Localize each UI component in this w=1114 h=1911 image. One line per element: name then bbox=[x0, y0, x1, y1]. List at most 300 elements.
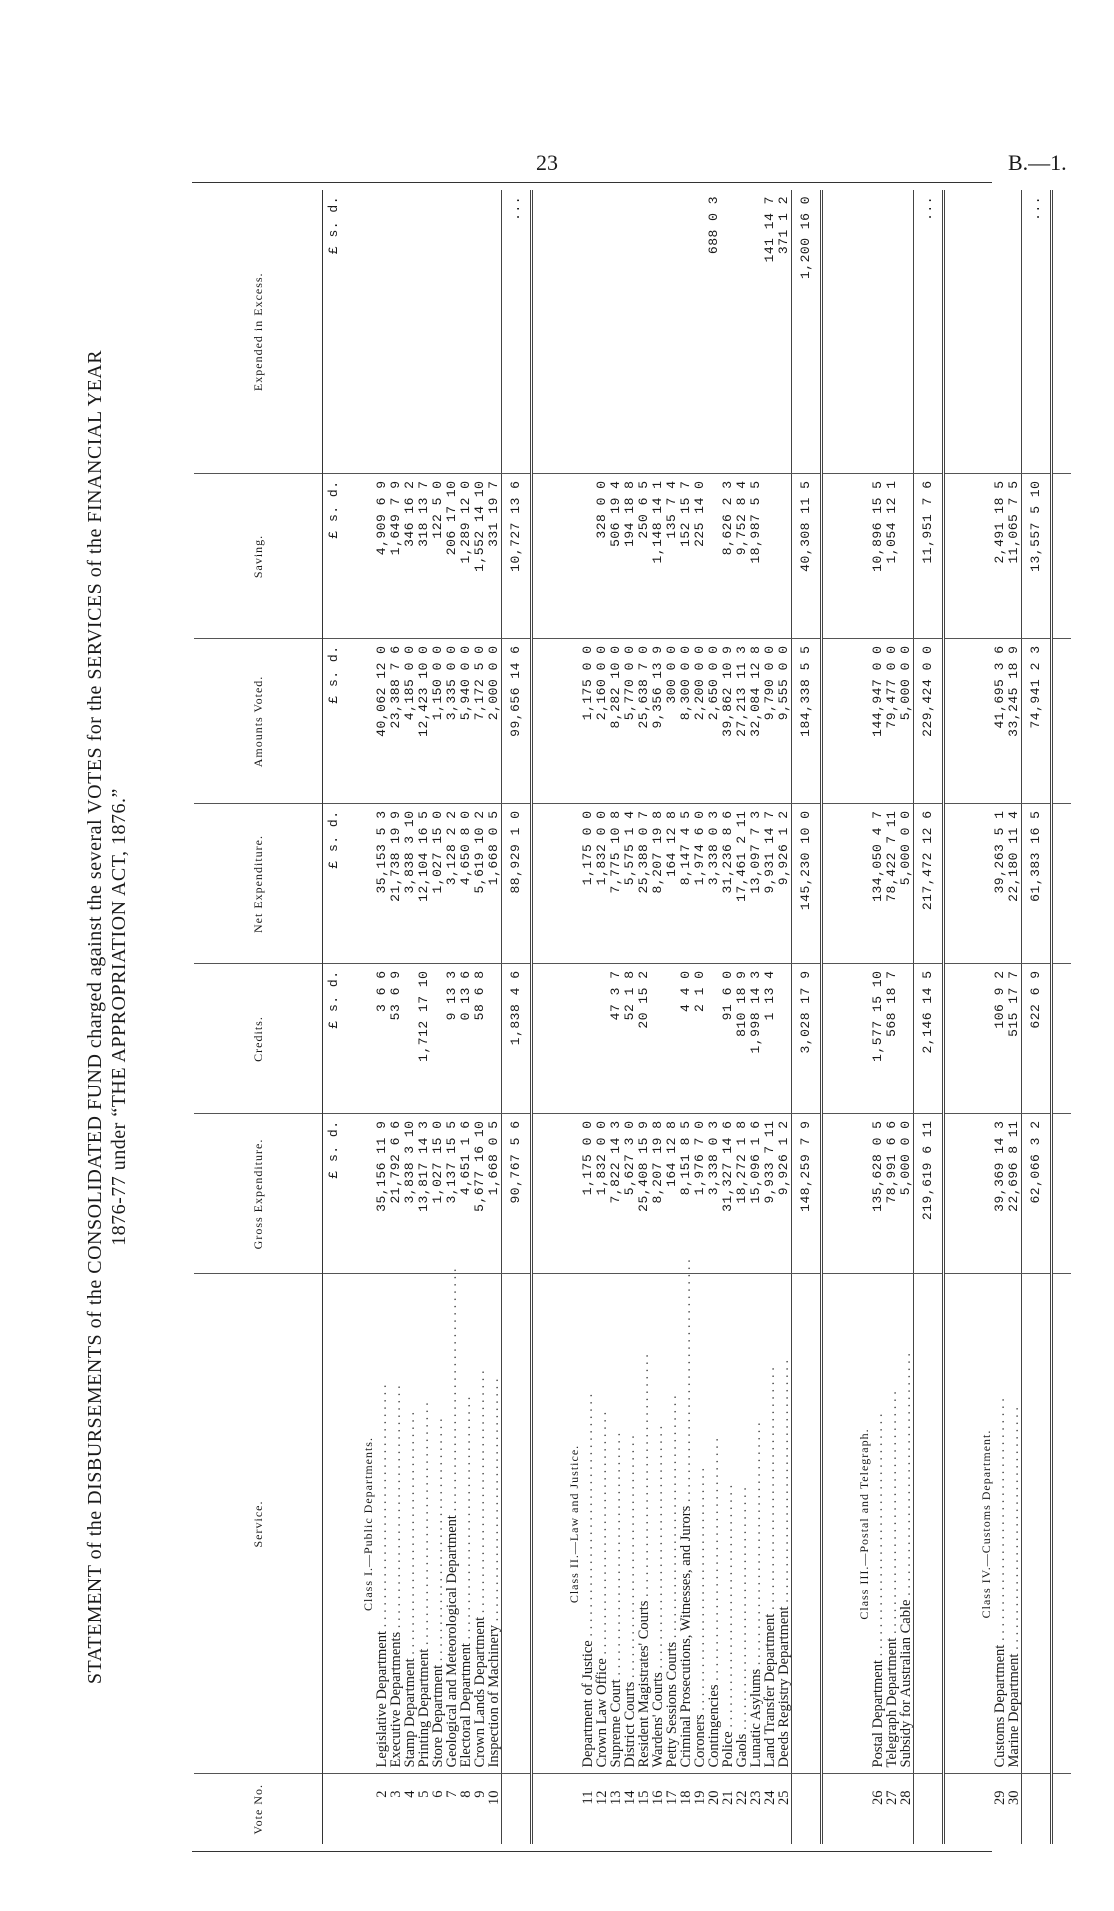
spacer-cell bbox=[1052, 1274, 1072, 1774]
vote-row bbox=[445, 190, 459, 1844]
vote-row bbox=[693, 190, 707, 1844]
vote-row bbox=[993, 190, 1007, 1844]
excess-value bbox=[679, 190, 693, 474]
credits-value: 0 13 6 bbox=[459, 964, 473, 1114]
service-name: Lunatic Asylums . . . bbox=[748, 1422, 764, 1767]
gross-value: 1,832 0 0 bbox=[595, 1114, 609, 1274]
vote-row bbox=[651, 190, 665, 1844]
excess-value bbox=[637, 190, 651, 474]
total-spacer bbox=[914, 1274, 944, 1774]
gross-value: 31,327 14 6 bbox=[721, 1114, 735, 1274]
class-heading-spacer bbox=[841, 1114, 871, 1274]
service-name: Land Transfer Department . . . bbox=[762, 1367, 778, 1767]
vote-number: 22 bbox=[735, 1774, 749, 1844]
service-cell bbox=[721, 1274, 735, 1774]
service-name: Criminal Prosecutions, Witnesses, and Jurors . . . bbox=[678, 1259, 694, 1767]
saving-value: 346 16 2 bbox=[403, 474, 417, 639]
spacer-cell bbox=[944, 1114, 964, 1274]
service-cell bbox=[679, 1274, 693, 1774]
credits-value bbox=[777, 964, 792, 1114]
service-cell bbox=[735, 1274, 749, 1774]
credits-value: 58 6 8 bbox=[473, 964, 487, 1114]
saving-value: 11,065 7 5 bbox=[1007, 474, 1022, 639]
class-heading-spacer bbox=[345, 1114, 375, 1274]
total-saving: 40,308 11 5 bbox=[792, 474, 822, 639]
net-value: 12,104 16 5 bbox=[417, 804, 431, 964]
excess-value bbox=[993, 190, 1007, 474]
total-excess: ... bbox=[502, 190, 532, 474]
spacer-cell bbox=[532, 804, 552, 964]
excess-value bbox=[871, 190, 885, 474]
total-spacer bbox=[1022, 1774, 1052, 1844]
excess-value: 371 1 2 bbox=[776, 196, 791, 255]
gross-value: 13,817 14 3 bbox=[417, 1114, 431, 1274]
gross-value: 164 12 8 bbox=[665, 1114, 679, 1274]
vote-row bbox=[777, 190, 792, 1844]
service-cell bbox=[707, 1274, 721, 1774]
service-cell bbox=[665, 1274, 679, 1774]
net-value: 5,619 10 2 bbox=[473, 804, 487, 964]
total-credits: 2,146 14 5 bbox=[914, 964, 944, 1114]
net-value: 5,000 0 0 bbox=[899, 804, 914, 964]
net-value: 1,175 0 0 bbox=[581, 804, 595, 964]
col-excess: Expended in Excess. bbox=[194, 190, 323, 474]
total-voted: 74,941 2 3 bbox=[1022, 639, 1052, 804]
net-value: 4,650 8 0 bbox=[459, 804, 473, 964]
spacer-row bbox=[1052, 190, 1072, 1844]
credits-value: 4 4 0 bbox=[679, 964, 693, 1114]
service-name: Legislative Department . . . bbox=[374, 1385, 390, 1768]
saving-value: 1,289 12 0 bbox=[459, 474, 473, 639]
vote-row bbox=[487, 190, 502, 1844]
excess-value bbox=[609, 190, 623, 474]
voted-value: 41,695 3 6 bbox=[993, 639, 1007, 804]
vote-row bbox=[871, 190, 885, 1844]
vote-row bbox=[707, 190, 721, 1844]
gross-value: 78,991 6 6 bbox=[885, 1114, 899, 1274]
net-value: 39,263 5 1 bbox=[993, 804, 1007, 964]
excess-value bbox=[417, 190, 431, 474]
excess-value bbox=[445, 190, 459, 474]
units-label: £ s. d. bbox=[323, 639, 346, 804]
spacer-cell bbox=[1052, 190, 1072, 474]
total-excess: ... bbox=[914, 190, 944, 474]
service-name: Wardens' Courts . . . bbox=[650, 1426, 666, 1768]
net-value: 21,738 19 9 bbox=[389, 804, 403, 964]
class-total-row bbox=[792, 190, 822, 1844]
class-heading-row bbox=[345, 190, 375, 1844]
saving-value bbox=[899, 474, 914, 639]
paper-reference: B.—1. bbox=[1008, 150, 1067, 175]
vote-row bbox=[595, 190, 609, 1844]
class-heading-spacer bbox=[841, 190, 871, 474]
voted-value: 25,638 7 0 bbox=[637, 639, 651, 804]
class-heading-spacer bbox=[551, 190, 581, 474]
vote-row bbox=[609, 190, 623, 1844]
service-cell bbox=[637, 1274, 651, 1774]
col-vote-no: Vote No. bbox=[194, 1774, 323, 1844]
total-net: 61,383 16 5 bbox=[1022, 804, 1052, 964]
service-name: Inspection of Machinery . . . bbox=[486, 1378, 502, 1767]
credits-value bbox=[487, 964, 502, 1114]
service-cell bbox=[651, 1274, 665, 1774]
gross-value: 3,137 15 5 bbox=[445, 1114, 459, 1274]
net-value: 1,832 0 0 bbox=[595, 804, 609, 964]
gross-value: 8,151 8 5 bbox=[679, 1114, 693, 1274]
spacer-cell bbox=[1052, 804, 1072, 964]
credits-value: 2 1 0 bbox=[693, 964, 707, 1114]
vote-row bbox=[1007, 190, 1022, 1844]
service-cell bbox=[749, 1274, 763, 1774]
credits-value bbox=[581, 964, 595, 1114]
vote-row bbox=[735, 190, 749, 1844]
voted-value: 27,213 11 3 bbox=[735, 639, 749, 804]
credits-value: 3 6 6 bbox=[375, 964, 389, 1114]
credits-value bbox=[403, 964, 417, 1114]
saving-value: 1,148 14 1 bbox=[651, 474, 665, 639]
spacer-cell bbox=[944, 639, 964, 804]
vote-row bbox=[899, 190, 914, 1844]
service-name: Stamp Department . . . bbox=[402, 1412, 418, 1768]
service-name: Resident Magistrates' Courts . . . bbox=[636, 1354, 652, 1767]
credits-value: 1 13 4 bbox=[763, 964, 777, 1114]
vote-number: 21 bbox=[721, 1774, 735, 1844]
voted-value: 9,790 0 0 bbox=[763, 639, 777, 804]
vote-number: 20 bbox=[707, 1774, 721, 1844]
col-saving: Saving. bbox=[194, 474, 323, 639]
voted-value: 1,175 0 0 bbox=[581, 639, 595, 804]
voted-value: 23,388 7 6 bbox=[389, 639, 403, 804]
service-name: Crown Lands Department . . . bbox=[472, 1370, 488, 1767]
units-row bbox=[323, 190, 346, 1844]
service-cell bbox=[459, 1274, 473, 1774]
class-heading-spacer bbox=[551, 639, 581, 804]
spacer-cell bbox=[944, 474, 964, 639]
excess-value bbox=[721, 190, 735, 474]
total-spacer bbox=[914, 1774, 944, 1844]
gross-value: 3,338 0 3 bbox=[707, 1114, 721, 1274]
saving-value: 4,909 6 9 bbox=[375, 474, 389, 639]
class-heading: Class III.—Postal and Telegraph. bbox=[841, 1274, 871, 1774]
excess-value bbox=[749, 190, 763, 474]
gross-value: 22,696 8 11 bbox=[1007, 1114, 1022, 1274]
total-credits: 622 6 9 bbox=[1022, 964, 1052, 1114]
service-name: Printing Department . . . bbox=[416, 1402, 432, 1767]
spacer-cell bbox=[1052, 474, 1072, 639]
vote-row bbox=[403, 190, 417, 1844]
voted-value: 3,335 0 0 bbox=[445, 639, 459, 804]
class-heading-spacer bbox=[551, 804, 581, 964]
net-value: 35,153 5 3 bbox=[375, 804, 389, 964]
voted-value: 79,477 0 0 bbox=[885, 639, 899, 804]
class-heading-row bbox=[963, 190, 993, 1844]
saving-value: 9,752 8 4 bbox=[735, 474, 749, 639]
vote-row bbox=[679, 190, 693, 1844]
units-spacer bbox=[323, 1274, 346, 1774]
service-name: District Courts . . . bbox=[622, 1435, 638, 1767]
net-value: 1,027 15 0 bbox=[431, 804, 445, 964]
saving-value: 1,054 12 1 bbox=[885, 474, 899, 639]
vote-number: 3 bbox=[389, 1774, 403, 1844]
credits-value bbox=[707, 964, 721, 1114]
vote-number: 9 bbox=[473, 1774, 487, 1844]
saving-value bbox=[763, 474, 777, 639]
voted-value: 1,150 0 0 bbox=[431, 639, 445, 804]
statement-subtitle: 1876-77 under “THE APPROPRIATION ACT, 1876.” bbox=[108, 788, 130, 1246]
units-label: £ s. d. bbox=[323, 964, 346, 1114]
vote-number: 5 bbox=[417, 1774, 431, 1844]
saving-value: 206 17 10 bbox=[445, 474, 459, 639]
total-voted: 99,656 14 6 bbox=[502, 639, 532, 804]
vote-row bbox=[763, 190, 777, 1844]
voted-value: 40,062 12 0 bbox=[375, 639, 389, 804]
total-saving: 13,557 5 10 bbox=[1022, 474, 1052, 639]
vote-number: 18 bbox=[679, 1774, 693, 1844]
class-heading-spacer bbox=[841, 639, 871, 804]
gross-value: 1,175 0 0 bbox=[581, 1114, 595, 1274]
vote-number: 13 bbox=[609, 1774, 623, 1844]
saving-value: 318 13 7 bbox=[417, 474, 431, 639]
voted-value: 5,000 0 0 bbox=[899, 639, 914, 804]
spacer-cell bbox=[822, 804, 842, 964]
total-saving: 11,951 7 6 bbox=[914, 474, 944, 639]
service-cell bbox=[899, 1274, 914, 1774]
voted-value: 144,947 0 0 bbox=[871, 639, 885, 804]
voted-value: 2,650 0 0 bbox=[707, 639, 721, 804]
vote-number: 12 bbox=[595, 1774, 609, 1844]
spacer-row bbox=[822, 190, 842, 1844]
excess-value bbox=[389, 190, 403, 474]
gross-value: 3,838 3 10 bbox=[403, 1114, 417, 1274]
gross-value: 1,976 7 0 bbox=[693, 1114, 707, 1274]
spacer-row bbox=[944, 190, 964, 1844]
excess-value bbox=[665, 190, 679, 474]
vote-row bbox=[885, 190, 899, 1844]
net-value: 31,236 8 6 bbox=[721, 804, 735, 964]
class-heading-row bbox=[551, 190, 581, 1844]
voted-value: 4,185 0 0 bbox=[403, 639, 417, 804]
class-heading-spacer bbox=[345, 1774, 375, 1844]
net-value: 7,775 10 8 bbox=[609, 804, 623, 964]
credits-value: 47 3 7 bbox=[609, 964, 623, 1114]
credits-value bbox=[595, 964, 609, 1114]
voted-value: 39,862 10 9 bbox=[721, 639, 735, 804]
voted-value: 12,423 10 0 bbox=[417, 639, 431, 804]
credits-value bbox=[665, 964, 679, 1114]
service-cell bbox=[693, 1274, 707, 1774]
service-cell bbox=[431, 1274, 445, 1774]
page-number: 23 bbox=[536, 150, 558, 175]
saving-value bbox=[707, 474, 721, 639]
units-label: £ s. d. bbox=[323, 474, 346, 639]
voted-value: 9,555 0 0 bbox=[777, 639, 792, 804]
spacer-cell bbox=[822, 1774, 842, 1844]
excess-value bbox=[595, 190, 609, 474]
gross-value: 135,628 0 5 bbox=[871, 1114, 885, 1274]
net-value: 134,050 4 7 bbox=[871, 804, 885, 964]
gross-value: 1,668 0 5 bbox=[487, 1114, 502, 1274]
vote-number: 29 bbox=[993, 1774, 1007, 1844]
excess-value bbox=[473, 190, 487, 474]
col-service: Service. bbox=[194, 1274, 323, 1774]
service-cell bbox=[609, 1274, 623, 1774]
excess-value bbox=[431, 190, 445, 474]
spacer-cell bbox=[532, 474, 552, 639]
vote-number: 17 bbox=[665, 1774, 679, 1844]
net-value: 164 12 8 bbox=[665, 804, 679, 964]
credits-value: 515 17 7 bbox=[1007, 964, 1022, 1114]
service-name: Police . . . bbox=[720, 1485, 736, 1768]
gross-value: 7,822 14 3 bbox=[609, 1114, 623, 1274]
units-label: £ s. d. bbox=[323, 804, 346, 964]
excess-value bbox=[459, 190, 473, 474]
spacer-cell bbox=[1052, 964, 1072, 1114]
service-cell bbox=[581, 1274, 595, 1774]
spacer-cell bbox=[944, 1774, 964, 1844]
service-name: Geological and Meteorological Department . . . bbox=[444, 1269, 460, 1768]
service-name: Postal Department . . . bbox=[870, 1413, 886, 1767]
class-total-row bbox=[914, 190, 944, 1844]
excess-value: 688 0 3 bbox=[706, 196, 721, 255]
service-cell bbox=[403, 1274, 417, 1774]
vote-number: 16 bbox=[651, 1774, 665, 1844]
saving-value: 194 18 8 bbox=[623, 474, 637, 639]
vote-number: 28 bbox=[899, 1774, 914, 1844]
total-spacer bbox=[792, 1774, 822, 1844]
class-heading-spacer bbox=[963, 804, 993, 964]
net-value: 3,128 2 2 bbox=[445, 804, 459, 964]
voted-value: 300 0 0 bbox=[665, 639, 679, 804]
spacer-cell bbox=[944, 1274, 964, 1774]
net-value: 22,180 11 4 bbox=[1007, 804, 1022, 964]
units-label: £ s. d. bbox=[323, 1114, 346, 1274]
gross-value: 4,651 1 6 bbox=[459, 1114, 473, 1274]
class-heading-spacer bbox=[963, 190, 993, 474]
vote-number: 25 bbox=[777, 1774, 792, 1844]
class-heading-spacer bbox=[841, 1774, 871, 1844]
total-spacer bbox=[502, 1774, 532, 1844]
gross-value: 18,272 1 8 bbox=[735, 1114, 749, 1274]
service-name: Store Department . . . bbox=[430, 1418, 446, 1767]
total-net: 217,472 12 6 bbox=[914, 804, 944, 964]
vote-number: 8 bbox=[459, 1774, 473, 1844]
spacer-cell bbox=[532, 190, 552, 474]
vote-number: 4 bbox=[403, 1774, 417, 1844]
class-heading-spacer bbox=[551, 964, 581, 1114]
excess-value bbox=[581, 190, 595, 474]
net-value: 13,097 7 3 bbox=[749, 804, 763, 964]
excess-value bbox=[623, 190, 637, 474]
service-cell bbox=[993, 1274, 1007, 1774]
credits-value: 53 6 9 bbox=[389, 964, 403, 1114]
saving-value: 1,552 14 10 bbox=[473, 474, 487, 639]
spacer-cell bbox=[532, 1274, 552, 1774]
net-value: 8,147 4 5 bbox=[679, 804, 693, 964]
saving-value: 250 6 5 bbox=[637, 474, 651, 639]
col-net: Net Expenditure. bbox=[194, 804, 323, 964]
net-value: 5,575 1 4 bbox=[623, 804, 637, 964]
vote-number: 30 bbox=[1007, 1774, 1022, 1844]
vote-number: 24 bbox=[763, 1774, 777, 1844]
total-excess: 1,200 16 0 bbox=[792, 190, 822, 474]
class-heading: Class II.—Law and Justice. bbox=[551, 1274, 581, 1774]
service-name: Petty Sessions Courts . . . bbox=[664, 1395, 680, 1767]
credits-value: 1,998 14 3 bbox=[749, 964, 763, 1114]
net-value: 9,931 14 7 bbox=[763, 804, 777, 964]
saving-value: 152 15 7 bbox=[679, 474, 693, 639]
gross-value: 5,627 3 0 bbox=[623, 1114, 637, 1274]
saving-value: 18,987 5 5 bbox=[749, 474, 763, 639]
header-row bbox=[194, 190, 323, 1844]
credits-value: 810 18 9 bbox=[735, 964, 749, 1114]
total-credits: 3,028 17 9 bbox=[792, 964, 822, 1114]
service-cell bbox=[777, 1274, 792, 1774]
voted-value: 2,160 0 0 bbox=[595, 639, 609, 804]
voted-value: 8,282 10 0 bbox=[609, 639, 623, 804]
voted-value: 5,940 0 0 bbox=[459, 639, 473, 804]
excess-value bbox=[693, 190, 707, 474]
col-credits: Credits. bbox=[194, 964, 323, 1114]
net-value: 8,207 19 8 bbox=[651, 804, 665, 964]
class-heading-spacer bbox=[963, 1114, 993, 1274]
saving-value bbox=[581, 474, 595, 639]
saving-value: 331 19 7 bbox=[487, 474, 502, 639]
spacer-cell bbox=[944, 190, 964, 474]
service-cell bbox=[473, 1274, 487, 1774]
saving-value: 328 0 0 bbox=[595, 474, 609, 639]
credits-value: 9 13 3 bbox=[445, 964, 459, 1114]
service-name: Gaols . . . bbox=[734, 1487, 750, 1767]
vote-row bbox=[431, 190, 445, 1844]
vote-number: 2 bbox=[375, 1774, 389, 1844]
excess-value bbox=[735, 190, 749, 474]
vote-number: 26 bbox=[871, 1774, 885, 1844]
vote-number: 14 bbox=[623, 1774, 637, 1844]
col-voted: Amounts Voted. bbox=[194, 639, 323, 804]
gross-value: 21,792 6 6 bbox=[389, 1114, 403, 1274]
service-name: Executive Departments . . . bbox=[388, 1385, 404, 1767]
excess-value bbox=[1007, 190, 1022, 474]
voted-value: 7,172 5 0 bbox=[473, 639, 487, 804]
units-label: £ s. d. bbox=[326, 196, 341, 255]
net-value: 25,388 0 7 bbox=[637, 804, 651, 964]
total-net: 145,230 10 0 bbox=[792, 804, 822, 964]
service-name: Supreme Court . . . bbox=[608, 1433, 624, 1768]
total-gross: 62,066 3 2 bbox=[1022, 1114, 1052, 1274]
vote-number: 7 bbox=[445, 1774, 459, 1844]
gross-value: 1,027 15 0 bbox=[431, 1114, 445, 1274]
service-name: Telegraph Department . . . bbox=[884, 1391, 900, 1767]
class-heading-spacer bbox=[551, 474, 581, 639]
voted-value: 8,300 0 0 bbox=[679, 639, 693, 804]
voted-value: 2,000 0 0 bbox=[487, 639, 502, 804]
spacer-cell bbox=[532, 964, 552, 1114]
service-name: Deeds Registry Department . . . bbox=[776, 1360, 792, 1768]
gross-value: 15,096 1 6 bbox=[749, 1114, 763, 1274]
spacer-cell bbox=[822, 1274, 842, 1774]
class-heading-spacer bbox=[551, 1114, 581, 1274]
vote-row bbox=[581, 190, 595, 1844]
credits-value: 1,577 15 10 bbox=[871, 964, 885, 1114]
class-total-row bbox=[1022, 190, 1052, 1844]
vote-row bbox=[459, 190, 473, 1844]
total-spacer bbox=[792, 1274, 822, 1774]
service-name: Subsidy for Australian Cable . . . bbox=[898, 1353, 914, 1767]
total-gross: 90,767 5 6 bbox=[502, 1114, 532, 1274]
saving-value: 10,896 15 5 bbox=[871, 474, 885, 639]
spacer-cell bbox=[944, 964, 964, 1114]
class-heading-spacer bbox=[345, 474, 375, 639]
